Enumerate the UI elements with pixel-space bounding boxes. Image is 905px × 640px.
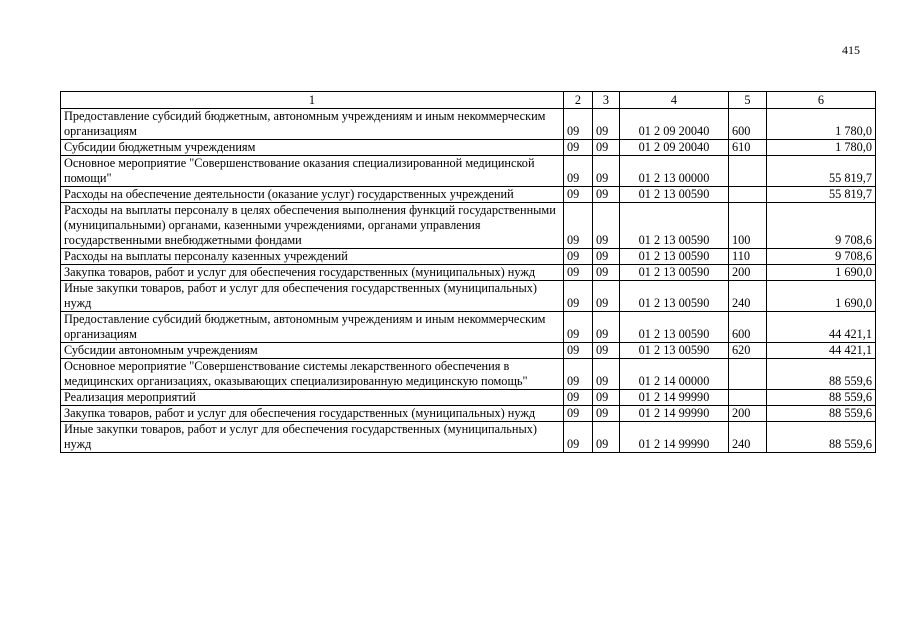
page-number: 415 (842, 43, 860, 57)
row-expense-type: 100 (729, 203, 767, 249)
row-subsection-code: 09 (593, 156, 620, 187)
table-row (61, 359, 876, 390)
row-amount: 1 690,0 (767, 281, 876, 312)
table-body (61, 109, 876, 453)
row-target-article: 01 2 14 99990 (620, 406, 729, 422)
row-target-article: 01 2 13 00000 (620, 156, 729, 187)
row-section-code: 09 (564, 109, 593, 140)
row-target-article: 01 2 13 00590 (620, 312, 729, 343)
row-section-code: 09 (564, 390, 593, 406)
row-amount: 88 559,6 (767, 359, 876, 390)
row-description: Основное мероприятие "Совершенствование системы лекарственного обеспечения в медицинских организациях, оказывающих специализированную медицинскую помощь" (61, 359, 564, 390)
row-expense-type: 240 (729, 281, 767, 312)
row-section-code: 09 (564, 281, 593, 312)
table-row (61, 203, 876, 249)
row-section-code: 09 (564, 249, 593, 265)
table-row (61, 343, 876, 359)
row-expense-type: 600 (729, 312, 767, 343)
row-target-article: 01 2 13 00590 (620, 203, 729, 249)
row-expense-type: 240 (729, 422, 767, 453)
row-description: Реализация мероприятий (61, 390, 564, 406)
table-row (61, 406, 876, 422)
row-target-article: 01 2 13 00590 (620, 187, 729, 203)
row-section-code: 09 (564, 156, 593, 187)
row-description: Субсидии бюджетным учреждениям (61, 140, 564, 156)
row-amount: 88 559,6 (767, 406, 876, 422)
row-subsection-code: 09 (593, 343, 620, 359)
row-subsection-code: 09 (593, 422, 620, 453)
row-expense-type (729, 187, 767, 203)
row-amount: 9 708,6 (767, 203, 876, 249)
row-subsection-code: 09 (593, 312, 620, 343)
row-expense-type (729, 390, 767, 406)
table-row (61, 156, 876, 187)
table-row (61, 249, 876, 265)
row-section-code: 09 (564, 203, 593, 249)
row-description: Основное мероприятие "Совершенствование оказания специализированной медицинской помощи" (61, 156, 564, 187)
header-cell: 2 (564, 92, 593, 109)
row-subsection-code: 09 (593, 140, 620, 156)
row-section-code: 09 (564, 343, 593, 359)
row-expense-type: 620 (729, 343, 767, 359)
row-description: Закупка товаров, работ и услуг для обеспечения государственных (муниципальных) нужд (61, 406, 564, 422)
row-description: Расходы на обеспечение деятельности (оказание услуг) государственных учреждений (61, 187, 564, 203)
header-cell: 4 (620, 92, 729, 109)
row-subsection-code: 09 (593, 203, 620, 249)
table-row (61, 109, 876, 140)
row-target-article: 01 2 14 99990 (620, 422, 729, 453)
row-target-article: 01 2 09 20040 (620, 109, 729, 140)
row-description: Субсидии автономным учреждениям (61, 343, 564, 359)
table-row (61, 312, 876, 343)
row-subsection-code: 09 (593, 187, 620, 203)
row-section-code: 09 (564, 406, 593, 422)
row-amount: 1 780,0 (767, 109, 876, 140)
row-subsection-code: 09 (593, 109, 620, 140)
row-description: Расходы на выплаты персоналу в целях обеспечения выполнения функций государственными (муниципальными) органами, казенными учреждениями, органами управления государственными внебюджетными фондами (61, 203, 564, 249)
row-amount: 88 559,6 (767, 390, 876, 406)
row-expense-type: 200 (729, 406, 767, 422)
row-expense-type (729, 359, 767, 390)
header-cell: 6 (767, 92, 876, 109)
row-amount: 44 421,1 (767, 343, 876, 359)
table-header-row (61, 92, 876, 109)
table-row (61, 422, 876, 453)
row-amount: 1 690,0 (767, 265, 876, 281)
row-amount: 9 708,6 (767, 249, 876, 265)
row-subsection-code: 09 (593, 265, 620, 281)
header-cell: 1 (61, 92, 564, 109)
row-target-article: 01 2 13 00590 (620, 265, 729, 281)
row-section-code: 09 (564, 359, 593, 390)
row-expense-type: 610 (729, 140, 767, 156)
table-row (61, 281, 876, 312)
row-subsection-code: 09 (593, 406, 620, 422)
row-subsection-code: 09 (593, 281, 620, 312)
row-section-code: 09 (564, 187, 593, 203)
row-section-code: 09 (564, 265, 593, 281)
table-row (61, 187, 876, 203)
header-cell: 3 (593, 92, 620, 109)
table-row (61, 265, 876, 281)
row-description: Предоставление субсидий бюджетным, автономным учреждениям и иным некоммерческим организациям (61, 109, 564, 140)
row-target-article: 01 2 09 20040 (620, 140, 729, 156)
row-subsection-code: 09 (593, 249, 620, 265)
row-target-article: 01 2 14 00000 (620, 359, 729, 390)
row-subsection-code: 09 (593, 390, 620, 406)
row-amount: 44 421,1 (767, 312, 876, 343)
row-amount: 88 559,6 (767, 422, 876, 453)
row-target-article: 01 2 13 00590 (620, 249, 729, 265)
header-cell: 5 (729, 92, 767, 109)
row-section-code: 09 (564, 140, 593, 156)
table-row (61, 140, 876, 156)
row-description: Предоставление субсидий бюджетным, автономным учреждениям и иным некоммерческим организациям (61, 312, 564, 343)
row-description: Закупка товаров, работ и услуг для обеспечения государственных (муниципальных) нужд (61, 265, 564, 281)
row-description: Расходы на выплаты персоналу казенных учреждений (61, 249, 564, 265)
row-target-article: 01 2 14 99990 (620, 390, 729, 406)
row-expense-type: 200 (729, 265, 767, 281)
row-section-code: 09 (564, 312, 593, 343)
row-expense-type (729, 156, 767, 187)
row-target-article: 01 2 13 00590 (620, 343, 729, 359)
row-expense-type: 600 (729, 109, 767, 140)
row-amount: 55 819,7 (767, 156, 876, 187)
row-target-article: 01 2 13 00590 (620, 281, 729, 312)
row-amount: 1 780,0 (767, 140, 876, 156)
row-section-code: 09 (564, 422, 593, 453)
table-row (61, 390, 876, 406)
row-expense-type: 110 (729, 249, 767, 265)
row-description: Иные закупки товаров, работ и услуг для обеспечения государственных (муниципальных) нужд (61, 422, 564, 453)
row-amount: 55 819,7 (767, 187, 876, 203)
row-description: Иные закупки товаров, работ и услуг для обеспечения государственных (муниципальных) нужд (61, 281, 564, 312)
budget-table (60, 91, 876, 453)
row-subsection-code: 09 (593, 359, 620, 390)
